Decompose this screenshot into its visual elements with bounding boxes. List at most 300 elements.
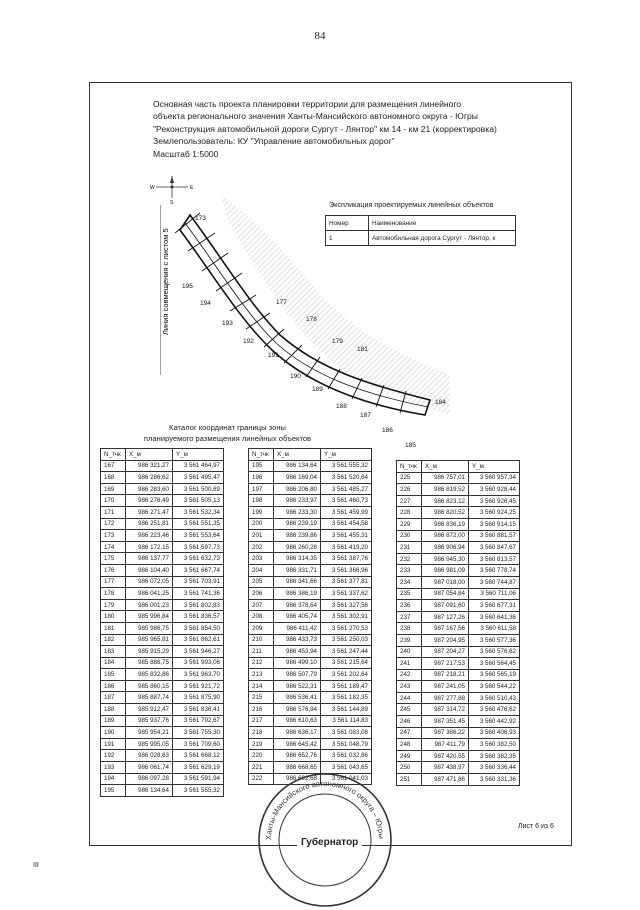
point-number-cell: 233: [397, 565, 422, 577]
y-coordinate-cell: 3 560 813,57: [469, 553, 520, 565]
point-number-cell: 196: [249, 472, 274, 484]
x-coordinate-cell: 986 433,73: [274, 634, 321, 646]
table-row: [101, 495, 224, 507]
y-coordinate-cell: 3 561 505,13: [173, 495, 224, 507]
y-coordinate-cell: 3 560 924,25: [469, 507, 520, 519]
point-number-cell: 201: [249, 530, 274, 542]
point-number-cell: 215: [249, 692, 274, 704]
point-number-cell: 189: [101, 715, 126, 727]
table-row: [101, 773, 224, 785]
table-row: [101, 599, 224, 611]
table-row: [101, 785, 224, 797]
x-coordinate-cell: 985 912,47: [126, 704, 173, 716]
table-row: [397, 565, 520, 577]
y-coordinate-cell: 3 560 510,43: [469, 692, 520, 704]
y-coordinate-cell: 3 561 946,27: [173, 646, 224, 658]
y-coordinate-cell: 3 561 387,76: [321, 553, 372, 565]
y-coordinate-cell: 3 561 532,34: [173, 506, 224, 518]
col-header-y: Y_м: [469, 461, 520, 473]
point-number-cell: 247: [397, 727, 422, 739]
y-coordinate-cell: 3 561 963,70: [173, 669, 224, 681]
table-row: [249, 483, 372, 495]
coordinates-table-2: [248, 448, 372, 785]
point-number-cell: 197: [249, 483, 274, 495]
y-coordinate-cell: 3 561 454,58: [321, 518, 372, 530]
point-label: 178: [306, 316, 317, 323]
point-number-cell: 205: [249, 576, 274, 588]
y-coordinate-cell: 3 561 182,35: [321, 692, 372, 704]
table-row: [249, 704, 372, 716]
point-number-cell: 174: [101, 541, 126, 553]
point-number-cell: 249: [397, 750, 422, 762]
legend-caption: Экспликация проектируемых линейных объектов: [329, 200, 494, 209]
point-number-cell: 235: [397, 588, 422, 600]
y-coordinate-cell: 3 560 576,62: [469, 646, 520, 658]
compass-south-label: S: [170, 200, 174, 204]
y-coordinate-cell: 3 561 215,64: [321, 657, 372, 669]
x-coordinate-cell: 987 420,55: [422, 750, 469, 762]
x-coordinate-cell: 987 411,79: [422, 739, 469, 751]
point-label: 186: [382, 427, 393, 434]
x-coordinate-cell: 986 820,52: [422, 507, 469, 519]
point-label: 173: [195, 215, 206, 222]
x-coordinate-cell: 986 645,42: [274, 738, 321, 750]
y-coordinate-cell: 3 560 641,36: [469, 611, 520, 623]
point-number-cell: 240: [397, 646, 422, 658]
table-row: [249, 530, 372, 542]
x-coordinate-cell: 987 217,53: [422, 658, 469, 670]
legend-row-number: 1: [326, 231, 369, 246]
y-coordinate-cell: 3 561 802,83: [173, 599, 224, 611]
x-coordinate-cell: 987 438,97: [422, 762, 469, 774]
table-row: [397, 495, 520, 507]
y-coordinate-cell: 3 560 382,35: [469, 750, 520, 762]
point-number-cell: 221: [249, 762, 274, 774]
y-coordinate-cell: 3 561 755,30: [173, 727, 224, 739]
x-coordinate-cell: 987 241,05: [422, 681, 469, 693]
table-row: [101, 564, 224, 576]
x-coordinate-cell: 986 169,04: [274, 472, 321, 484]
y-coordinate-cell: 3 561 455,31: [321, 530, 372, 542]
point-number-cell: 239: [397, 634, 422, 646]
col-header-point: N_тчк: [101, 449, 126, 461]
point-number-cell: 219: [249, 738, 274, 750]
point-label: 177: [276, 299, 287, 306]
point-number-cell: 181: [101, 622, 126, 634]
table-row: [249, 460, 372, 472]
col-header-y: Y_м: [173, 449, 224, 461]
y-coordinate-cell: 3 561 202,64: [321, 669, 372, 681]
point-number-cell: 202: [249, 541, 274, 553]
col-header-x: X_м: [274, 449, 321, 461]
point-number-cell: 222: [249, 773, 274, 785]
catalog-title-line-2: планируемого размещения линейных объектов: [143, 434, 312, 443]
table-row: [249, 495, 372, 507]
table-row: [397, 600, 520, 612]
y-coordinate-cell: 3 561 366,96: [321, 564, 372, 576]
table-row: [101, 541, 224, 553]
point-number-cell: 245: [397, 704, 422, 716]
x-coordinate-cell: 987 351,45: [422, 716, 469, 728]
point-number-cell: 210: [249, 634, 274, 646]
point-number-cell: 218: [249, 727, 274, 739]
y-coordinate-cell: 3 560 914,15: [469, 518, 520, 530]
x-coordinate-cell: 986 223,46: [126, 530, 173, 542]
x-coordinate-cell: 987 127,26: [422, 611, 469, 623]
x-coordinate-cell: 987 204,95: [422, 634, 469, 646]
x-coordinate-cell: 986 134,64: [274, 460, 321, 472]
y-coordinate-cell: 3 560 331,36: [469, 774, 520, 786]
seal-ring-text: Ханты-Мансийского автономного округа – Югры: [263, 778, 387, 841]
y-coordinate-cell: 3 560 677,31: [469, 600, 520, 612]
x-coordinate-cell: 986 041,25: [126, 588, 173, 600]
point-number-cell: 208: [249, 611, 274, 623]
y-coordinate-cell: 3 560 928,44: [469, 484, 520, 496]
point-number-cell: 179: [101, 599, 126, 611]
x-coordinate-cell: 985 915,29: [126, 646, 173, 658]
legend-row-name: Автомобильная дорога Сургут - Лянтор, к: [369, 231, 516, 246]
x-coordinate-cell: 986 206,80: [274, 483, 321, 495]
y-coordinate-cell: 3 561 495,47: [173, 472, 224, 484]
point-number-cell: 204: [249, 564, 274, 576]
table-row: [397, 727, 520, 739]
x-coordinate-cell: 986 314,35: [274, 553, 321, 565]
y-coordinate-cell: 3 560 476,62: [469, 704, 520, 716]
point-label: 189: [312, 386, 323, 393]
point-number-cell: 167: [101, 460, 126, 472]
point-number-cell: 192: [101, 750, 126, 762]
table-row: [397, 542, 520, 554]
title-line-2: объекта регионального значения Ханты-Мансийского автономного округа - Югры: [153, 111, 478, 122]
x-coordinate-cell: 986 386,19: [274, 588, 321, 600]
y-coordinate-cell: 3 561 703,91: [173, 576, 224, 588]
y-coordinate-cell: 3 560 778,74: [469, 565, 520, 577]
table-row: [397, 762, 520, 774]
y-coordinate-cell: 3 561 741,36: [173, 588, 224, 600]
point-number-cell: 209: [249, 622, 274, 634]
x-coordinate-cell: 986 061,74: [126, 762, 173, 774]
y-coordinate-cell: 3 561 250,03: [321, 634, 372, 646]
table-row: [397, 611, 520, 623]
coordinates-table-1: [100, 448, 224, 797]
table-row: [249, 680, 372, 692]
point-number-cell: 227: [397, 495, 422, 507]
x-coordinate-cell: 986 134,64: [126, 785, 173, 797]
y-coordinate-cell: 3 561 189,47: [321, 680, 372, 692]
table-row: [249, 634, 372, 646]
x-coordinate-cell: 986 251,81: [126, 518, 173, 530]
point-number-cell: 220: [249, 750, 274, 762]
x-coordinate-cell: 986 286,62: [126, 472, 173, 484]
y-coordinate-cell: 3 560 406,93: [469, 727, 520, 739]
y-coordinate-cell: 3 561 709,60: [173, 738, 224, 750]
point-number-cell: 242: [397, 669, 422, 681]
y-coordinate-cell: 3 561 667,74: [173, 564, 224, 576]
point-number-cell: 231: [397, 542, 422, 554]
table-row: [101, 704, 224, 716]
y-coordinate-cell: 3 561 485,27: [321, 483, 372, 495]
x-coordinate-cell: 986 819,52: [422, 484, 469, 496]
point-number-cell: 225: [397, 472, 422, 484]
table-row: [101, 530, 224, 542]
table-row: [249, 518, 372, 530]
point-number-cell: 176: [101, 564, 126, 576]
point-label: 181: [357, 346, 368, 353]
y-coordinate-cell: 3 561 551,35: [173, 518, 224, 530]
table-row: [397, 658, 520, 670]
x-coordinate-cell: 986 233,97: [274, 495, 321, 507]
x-coordinate-cell: 985 986,75: [126, 622, 173, 634]
y-coordinate-cell: 3 560 881,57: [469, 530, 520, 542]
col-header-x: X_м: [126, 449, 173, 461]
y-coordinate-cell: 3 561 629,19: [173, 762, 224, 774]
x-coordinate-cell: 986 576,94: [274, 704, 321, 716]
table-row: [397, 507, 520, 519]
x-coordinate-cell: 986 137,77: [126, 553, 173, 565]
x-coordinate-cell: 986 283,60: [126, 483, 173, 495]
title-line-3: "Реконструкция автомобильной дороги Сургут - Лянтор" км 14 - км 21 (корректировка): [153, 123, 497, 134]
y-coordinate-cell: 3 561 875,90: [173, 692, 224, 704]
x-coordinate-cell: 987 091,60: [422, 600, 469, 612]
x-coordinate-cell: 986 172,15: [126, 541, 173, 553]
point-number-cell: 175: [101, 553, 126, 565]
x-coordinate-cell: 986 001,23: [126, 599, 173, 611]
table-row: [397, 576, 520, 588]
x-coordinate-cell: 986 233,30: [274, 506, 321, 518]
point-number-cell: 178: [101, 588, 126, 600]
table-row: [397, 750, 520, 762]
x-coordinate-cell: 986 692,68: [274, 773, 321, 785]
x-coordinate-cell: 985 995,05: [126, 738, 173, 750]
point-number-cell: 232: [397, 553, 422, 565]
x-coordinate-cell: 986 341,66: [274, 576, 321, 588]
point-label: 185: [405, 442, 416, 449]
y-coordinate-cell: 3 561 854,50: [173, 622, 224, 634]
x-coordinate-cell: 985 886,75: [126, 657, 173, 669]
point-label: 192: [243, 338, 254, 345]
x-coordinate-cell: 985 937,76: [126, 715, 173, 727]
table-row: [249, 692, 372, 704]
table-row: [249, 715, 372, 727]
table-row: [249, 588, 372, 600]
table-row: [101, 738, 224, 750]
point-number-cell: 171: [101, 506, 126, 518]
point-number-cell: 183: [101, 646, 126, 658]
y-coordinate-cell: 3 561 668,12: [173, 750, 224, 762]
table-row: [101, 576, 224, 588]
point-number-cell: 244: [397, 692, 422, 704]
land-user-line: Землепользователь: КУ "Управление автомобильных дорог": [153, 136, 395, 147]
x-coordinate-cell: 986 072,05: [126, 576, 173, 588]
table-row: [249, 541, 372, 553]
table-row: [249, 611, 372, 623]
table-row: [249, 657, 372, 669]
y-coordinate-cell: 3 561 043,65: [321, 762, 372, 774]
x-coordinate-cell: 986 239,86: [274, 530, 321, 542]
point-number-cell: 185: [101, 669, 126, 681]
y-coordinate-cell: 3 561 114,83: [321, 715, 372, 727]
table-row: [249, 576, 372, 588]
table-row: [101, 750, 224, 762]
x-coordinate-cell: 986 453,94: [274, 646, 321, 658]
x-coordinate-cell: 987 386,22: [422, 727, 469, 739]
scale-line: Масштаб 1:5000: [153, 148, 219, 159]
x-coordinate-cell: 986 757,01: [422, 472, 469, 484]
table-row: [101, 622, 224, 634]
y-coordinate-cell: 3 561 520,64: [321, 472, 372, 484]
x-coordinate-cell: 986 507,79: [274, 669, 321, 681]
table-row: [397, 669, 520, 681]
col-header-y: Y_м: [321, 449, 372, 461]
point-number-cell: 195: [249, 460, 274, 472]
point-number-cell: 250: [397, 762, 422, 774]
y-coordinate-cell: 3 560 544,22: [469, 681, 520, 693]
y-coordinate-cell: 3 561 921,72: [173, 680, 224, 692]
y-coordinate-cell: 3 560 577,36: [469, 634, 520, 646]
point-number-cell: 234: [397, 576, 422, 588]
point-number-cell: 186: [101, 680, 126, 692]
y-coordinate-cell: 3 560 565,19: [469, 669, 520, 681]
y-coordinate-cell: 3 560 564,45: [469, 658, 520, 670]
table-row: [101, 611, 224, 623]
point-number-cell: 236: [397, 600, 422, 612]
y-coordinate-cell: 3 561 632,73: [173, 553, 224, 565]
y-coordinate-cell: 3 561 597,73: [173, 541, 224, 553]
x-coordinate-cell: 987 218,21: [422, 669, 469, 681]
point-number-cell: 217: [249, 715, 274, 727]
table-row: [101, 588, 224, 600]
y-coordinate-cell: 3 561 247,44: [321, 646, 372, 658]
y-coordinate-cell: 3 560 336,44: [469, 762, 520, 774]
y-coordinate-cell: 3 561 464,97: [173, 460, 224, 472]
point-number-cell: 243: [397, 681, 422, 693]
table-row: [101, 727, 224, 739]
point-number-cell: 200: [249, 518, 274, 530]
point-number-cell: 213: [249, 669, 274, 681]
table-row: [249, 646, 372, 658]
x-coordinate-cell: 986 028,63: [126, 750, 173, 762]
point-number-cell: 237: [397, 611, 422, 623]
table-row: [101, 506, 224, 518]
point-number-cell: 228: [397, 507, 422, 519]
point-number-cell: 191: [101, 738, 126, 750]
table-row: [101, 472, 224, 484]
point-number-cell: 168: [101, 472, 126, 484]
x-coordinate-cell: 987 314,72: [422, 704, 469, 716]
y-coordinate-cell: 3 561 337,62: [321, 588, 372, 600]
table-row: [249, 553, 372, 565]
x-coordinate-cell: 985 965,81: [126, 634, 173, 646]
point-number-cell: 187: [101, 692, 126, 704]
x-coordinate-cell: 986 378,64: [274, 599, 321, 611]
y-coordinate-cell: 3 561 553,64: [173, 530, 224, 542]
y-coordinate-cell: 3 560 957,34: [469, 472, 520, 484]
x-coordinate-cell: 986 836,19: [422, 518, 469, 530]
point-label: 184: [435, 399, 446, 406]
table-row: [101, 553, 224, 565]
table-row: [101, 657, 224, 669]
y-coordinate-cell: 3 561 862,61: [173, 634, 224, 646]
point-number-cell: 206: [249, 588, 274, 600]
point-label: 188: [336, 403, 347, 410]
x-coordinate-cell: 986 276,49: [126, 495, 173, 507]
y-coordinate-cell: 3 561 419,20: [321, 541, 372, 553]
point-number-cell: 229: [397, 518, 422, 530]
point-label: 193: [222, 320, 233, 327]
point-number-cell: 182: [101, 634, 126, 646]
table-row: [397, 588, 520, 600]
point-label: 191: [268, 352, 279, 359]
y-coordinate-cell: 3 560 744,87: [469, 576, 520, 588]
table-row: [397, 472, 520, 484]
legend-header-number: Номер: [326, 216, 369, 231]
y-coordinate-cell: 3 561 460,73: [321, 495, 372, 507]
table-row: [397, 739, 520, 751]
point-number-cell: 199: [249, 506, 274, 518]
point-label: 194: [200, 300, 211, 307]
y-coordinate-cell: 3 561 083,08: [321, 727, 372, 739]
y-coordinate-cell: 3 560 382,50: [469, 739, 520, 751]
y-coordinate-cell: 3 561 993,06: [173, 657, 224, 669]
x-coordinate-cell: 986 872,00: [422, 530, 469, 542]
x-coordinate-cell: 985 954,21: [126, 727, 173, 739]
x-coordinate-cell: 986 668,65: [274, 762, 321, 774]
x-coordinate-cell: 986 097,28: [126, 773, 173, 785]
table-row: [249, 599, 372, 611]
x-coordinate-cell: 986 981,09: [422, 565, 469, 577]
point-label: 195: [182, 283, 193, 290]
x-coordinate-cell: 986 104,40: [126, 564, 173, 576]
y-coordinate-cell: 3 561 836,41: [173, 704, 224, 716]
catalog-title: [110, 422, 345, 444]
x-coordinate-cell: 985 832,86: [126, 669, 173, 681]
x-coordinate-cell: 986 411,42: [274, 622, 321, 634]
point-number-cell: 241: [397, 658, 422, 670]
point-number-cell: 173: [101, 530, 126, 542]
col-header-x: X_м: [422, 461, 469, 473]
point-number-cell: 214: [249, 680, 274, 692]
point-number-cell: 198: [249, 495, 274, 507]
x-coordinate-cell: 986 499,10: [274, 657, 321, 669]
table-row: [249, 750, 372, 762]
table-row: [397, 681, 520, 693]
point-number-cell: 184: [101, 657, 126, 669]
table-row: [101, 692, 224, 704]
point-label: 190: [290, 373, 301, 380]
table-row: [101, 669, 224, 681]
col-header-point: N_тчк: [397, 461, 422, 473]
y-coordinate-cell: 3 561 555,32: [321, 460, 372, 472]
table-row: [249, 738, 372, 750]
point-number-cell: 190: [101, 727, 126, 739]
point-number-cell: 207: [249, 599, 274, 611]
x-coordinate-cell: 986 239,19: [274, 518, 321, 530]
x-coordinate-cell: 986 271,47: [126, 506, 173, 518]
y-coordinate-cell: 3 561 041,03: [321, 773, 372, 785]
x-coordinate-cell: 985 860,15: [126, 680, 173, 692]
y-coordinate-cell: 3 561 302,91: [321, 611, 372, 623]
table-row: [101, 680, 224, 692]
plan-map: [160, 185, 460, 450]
catalog-title-line-1: Каталог координат границы зоны: [169, 423, 286, 432]
coordinates-table-3: [396, 460, 520, 786]
x-coordinate-cell: 986 331,71: [274, 564, 321, 576]
x-coordinate-cell: 987 471,86: [422, 774, 469, 786]
table-row: [397, 518, 520, 530]
point-number-cell: 169: [101, 483, 126, 495]
point-number-cell: 251: [397, 774, 422, 786]
table-row: [397, 716, 520, 728]
